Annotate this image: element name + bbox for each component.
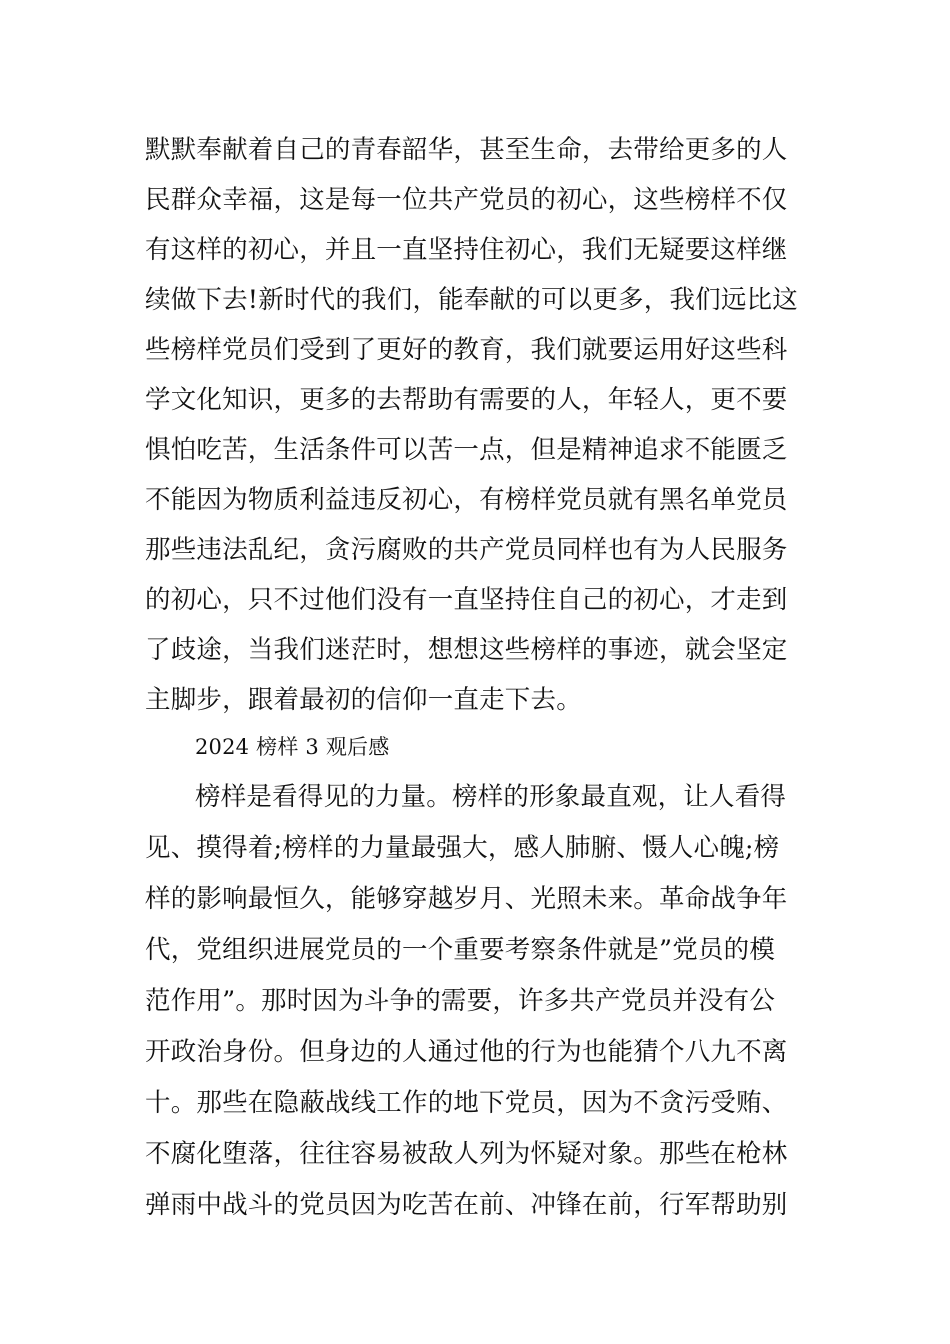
paragraph-1-line-1: 默默奉献着自己的青春韶华，甚至生命，去带给更多的人 bbox=[145, 135, 788, 165]
paragraph-1-line-2: 民群众幸福，这是每一位共产党员的初心，这些榜样不仅 bbox=[145, 185, 788, 215]
paragraph-2-line-7: 十。那些在隐蔽战线工作的地下党员，因为不贪污受贿、 bbox=[145, 1088, 788, 1118]
paragraph-1-line-6: 学文化知识，更多的去帮助有需要的人，年轻人，更不要 bbox=[145, 385, 788, 415]
section-title: 2024 榜样 3 观后感 bbox=[195, 735, 390, 759]
paragraph-1-line-4: 续做下去!新时代的我们，能奉献的可以更多，我们远比这 bbox=[145, 285, 798, 315]
paragraph-1-line-10: 的初心，只不过他们没有一直坚持住自己的初心，才走到 bbox=[145, 585, 788, 615]
paragraph-2-line-8: 不腐化堕落，往往容易被敌人列为怀疑对象。那些在枪林 bbox=[145, 1139, 788, 1169]
paragraph-1-line-5: 些榜样党员们受到了更好的教育，我们就要运用好这些科 bbox=[145, 335, 788, 365]
paragraph-2-line-1: 榜样是看得见的力量。榜样的形象最直观，让人看得 bbox=[195, 782, 787, 812]
paragraph-2-line-2: 见、摸得着;榜样的力量最强大，感人肺腑、慑人心魄;榜 bbox=[145, 833, 780, 863]
paragraph-2-line-6: 开政治身份。但身边的人通过他的行为也能猜个八九不离 bbox=[145, 1037, 788, 1067]
paragraph-1-line-9: 那些违法乱纪，贪污腐败的共产党员同样也有为人民服务 bbox=[145, 535, 788, 565]
paragraph-1-line-3: 有这样的初心，并且一直坚持住初心，我们无疑要这样继 bbox=[145, 235, 788, 265]
paragraph-2-line-4: 代，党组织进展党员的一个重要考察条件就是”党员的模 bbox=[145, 935, 776, 965]
paragraph-1-line-8: 不能因为物质利益违反初心，有榜样党员就有黑名单党员 bbox=[145, 485, 788, 515]
paragraph-1-line-7: 惧怕吃苦，生活条件可以苦一点，但是精神追求不能匮乏 bbox=[145, 435, 788, 465]
paragraph-2-line-5: 范作用”。那时因为斗争的需要，许多共产党员并没有公 bbox=[145, 986, 776, 1016]
paragraph-1-line-11: 了歧途，当我们迷茫时，想想这些榜样的事迹，就会坚定 bbox=[145, 635, 788, 665]
paragraph-1-line-12: 主脚步，跟着最初的信仰一直走下去。 bbox=[145, 685, 582, 715]
paragraph-2-line-9: 弹雨中战斗的党员因为吃苦在前、冲锋在前，行军帮助别 bbox=[145, 1190, 788, 1220]
paragraph-2-line-3: 样的影响最恒久，能够穿越岁月、光照未来。革命战争年 bbox=[145, 884, 788, 914]
